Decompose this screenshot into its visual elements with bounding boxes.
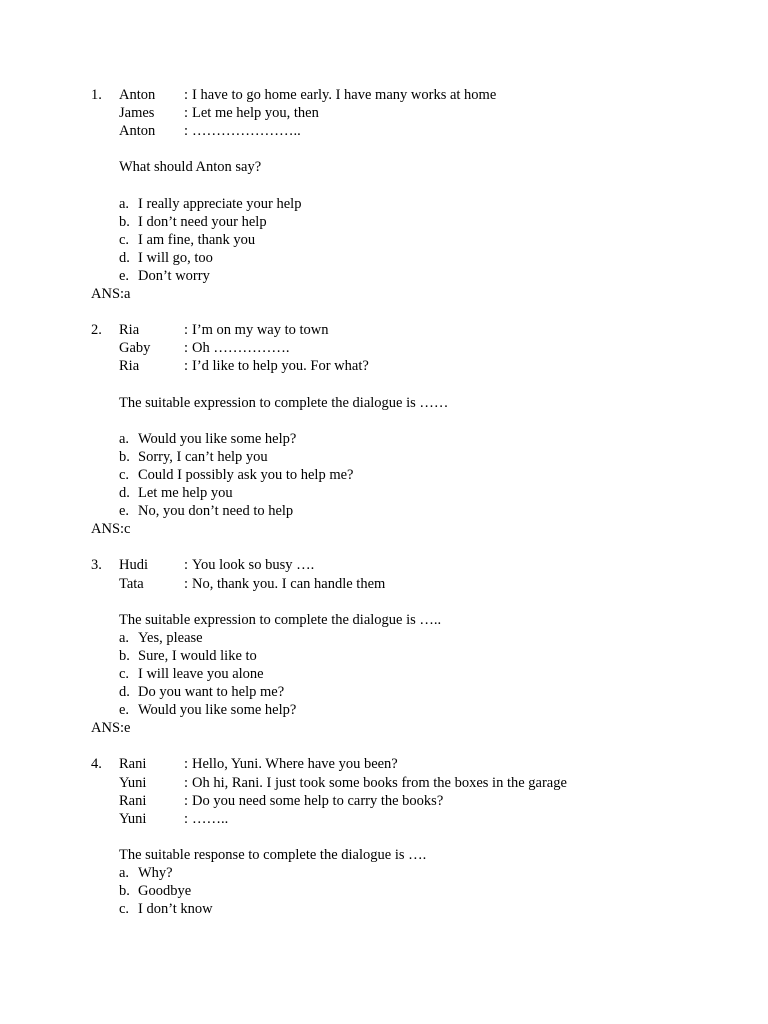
question-prompt: The suitable expression to complete the dialogue is ….. [119,611,442,628]
dialogue-line [0,321,768,339]
question-number: 4. [91,756,102,773]
question-number: 1. [91,87,102,103]
answer-option [0,647,768,665]
speaker-name: Yuni [119,810,147,827]
question-prompt-line [0,611,768,629]
option-text: I will leave you alone [138,666,264,682]
dialogue-line [0,774,768,792]
utterance-text: Oh hi, Rani. I just took some books from the boxes in the garage [192,774,567,791]
spacer [0,303,768,321]
question-prompt-line [0,158,768,176]
option-text: Let me help you [138,485,233,502]
answer-option [0,484,768,502]
exam-document [0,86,768,918]
answer-key-line [0,285,768,303]
option-letter: b. [119,883,130,900]
colon-separator: : [184,123,189,140]
speaker-name: Hudi [119,557,148,574]
dialogue-line [0,104,768,122]
option-letter: a. [119,195,130,212]
option-letter: d. [119,485,130,502]
dialogue-line [0,575,768,593]
spacer [0,140,768,158]
colon-separator: : [184,792,189,809]
option-letter: a. [119,865,130,882]
question-prompt-line [0,846,768,864]
answer-key: ANS:a [91,286,131,303]
utterance-text: No, thank you. I can handle them [192,575,386,592]
answer-option [0,864,768,882]
colon-separator: : [184,774,189,791]
answer-option [0,267,768,285]
option-text: Would you like some help? [138,702,297,719]
dialogue-line [0,339,768,357]
colon-separator: : [184,810,189,827]
utterance-text: I have to go home early. I have many works at home [192,87,497,103]
answer-option [0,213,768,231]
answer-option [0,683,768,701]
answer-option [0,701,768,719]
speaker-name: Rani [119,792,147,809]
option-letter: d. [119,249,130,266]
option-letter: c. [119,466,130,483]
answer-option [0,900,768,918]
answer-option [0,430,768,448]
spacer [0,538,768,556]
option-text: Do you want to help me? [138,684,285,701]
utterance-text: Do you need some help to carry the books? [192,792,444,809]
utterance-text: I’d like to help you. For what? [192,358,369,375]
option-text: Would you like some help? [138,430,297,447]
spacer [0,593,768,611]
colon-separator: : [184,322,189,339]
dialogue-line [0,357,768,375]
colon-separator: : [184,557,189,574]
option-text: No, you don’t need to help [138,503,294,520]
colon-separator: : [184,87,189,103]
answer-key: ANS:c [91,521,131,538]
speaker-name: Tata [119,575,144,592]
answer-option [0,231,768,249]
utterance-text: ………………….. [192,123,301,140]
spacer [0,737,768,755]
dialogue-line [0,810,768,828]
option-text: Sorry, I can’t help you [138,448,268,465]
colon-separator: : [184,756,189,773]
option-text: I really appreciate your help [138,195,302,212]
dialogue-line [0,86,768,104]
speaker-name: Anton [119,123,156,140]
option-letter: c. [119,666,130,682]
answer-option [0,249,768,267]
spacer [0,376,768,394]
option-letter: c. [119,231,130,248]
colon-separator: : [184,358,189,375]
answer-option [0,665,768,683]
answer-option [0,195,768,213]
utterance-text: Hello, Yuni. Where have you been? [192,756,398,773]
utterance-text: I’m on my way to town [192,322,329,339]
answer-option [0,629,768,647]
answer-option [0,448,768,466]
colon-separator: : [184,105,189,122]
answer-key-line [0,520,768,538]
option-letter: a. [119,430,130,447]
question-prompt: The suitable response to complete the dialogue is …. [119,846,427,863]
option-text: Goodbye [138,883,192,900]
option-text: Why? [138,865,173,882]
option-text: I will go, too [138,249,213,266]
speaker-name: Rani [119,756,147,773]
speaker-name: Ria [119,358,140,375]
option-text: Could I possibly ask you to help me? [138,466,354,483]
option-letter: d. [119,684,130,701]
option-text: Don’t worry [138,267,210,284]
option-letter: e. [119,503,130,520]
colon-separator: : [184,340,189,357]
speaker-name: Anton [119,87,156,103]
answer-option [0,466,768,484]
option-letter: e. [119,702,130,719]
dialogue-line [0,755,768,773]
dialogue-line [0,556,768,574]
option-text: Yes, please [138,629,203,646]
option-text: I don’t know [138,901,213,918]
spacer [0,412,768,430]
option-letter: b. [119,448,130,465]
utterance-text: You look so busy …. [192,557,315,574]
utterance-text: Let me help you, then [192,105,319,122]
option-letter: b. [119,647,130,664]
answer-option [0,882,768,900]
speaker-name: Gaby [119,340,151,357]
colon-separator: : [184,575,189,592]
question-prompt: The suitable expression to complete the dialogue is …… [119,394,449,411]
utterance-text: …….. [192,810,229,827]
option-text: Sure, I would like to [138,647,257,664]
speaker-name: James [119,105,155,122]
option-letter: a. [119,629,130,646]
question-number: 2. [91,322,102,339]
option-letter: c. [119,901,130,918]
speaker-name: Yuni [119,774,147,791]
answer-key: ANS:e [91,720,131,737]
question-number: 3. [91,557,102,574]
utterance-text: Oh ……………. [192,340,290,357]
answer-key-line [0,719,768,737]
option-text: I am fine, thank you [138,231,256,248]
spacer [0,176,768,194]
option-letter: b. [119,213,130,230]
spacer [0,828,768,846]
option-text: I don’t need your help [138,213,267,230]
answer-option [0,502,768,520]
dialogue-line [0,792,768,810]
speaker-name: Ria [119,322,140,339]
question-prompt-line [0,394,768,412]
dialogue-line [0,122,768,140]
question-prompt: What should Anton say? [119,159,262,176]
option-letter: e. [119,267,130,284]
